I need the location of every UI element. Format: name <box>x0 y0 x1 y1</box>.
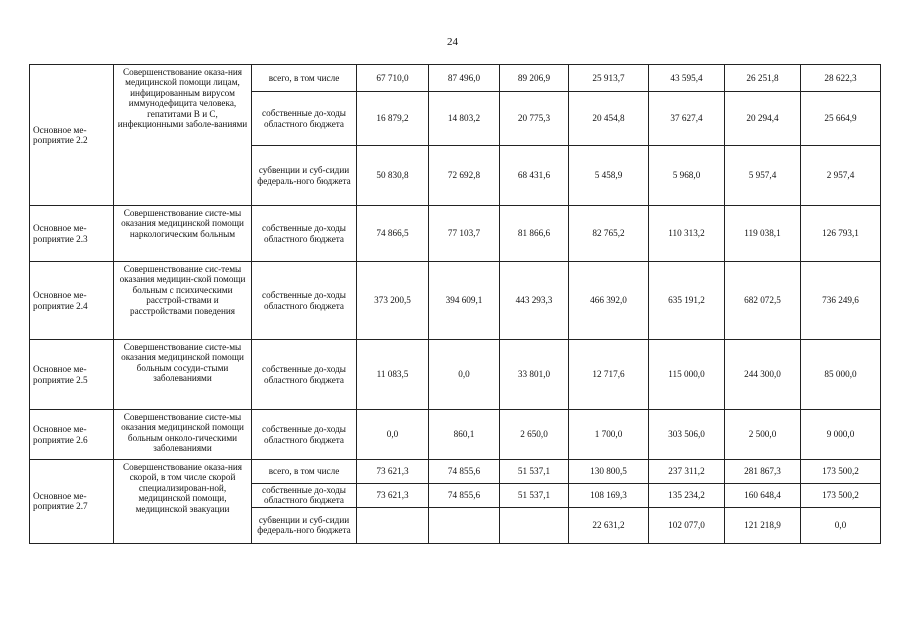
amount-cell: 11 083,5 <box>357 340 429 410</box>
measure-description: Совершенствование сис-темы оказания медицин-ской помощи больным с психическими расстрой-ствами и расстройствами поведения <box>114 262 252 340</box>
amount-cell: 25 913,7 <box>569 65 649 92</box>
measure-description: Совершенствование оказа-ния медицинской помощи лицам, инфицированным вирусом иммунодефицита человека, гепатитами В и С, инфекционными заболе-ваниями <box>114 65 252 206</box>
amount-cell: 0,0 <box>429 340 500 410</box>
amount-cell <box>357 507 429 543</box>
amount-cell: 81 866,6 <box>500 206 569 262</box>
measure-description: Совершенствование систе-мы оказания медицинской помощи больным онколо-гическими заболеваниями <box>114 410 252 460</box>
amount-cell: 43 595,4 <box>649 65 725 92</box>
amount-cell: 72 692,8 <box>429 146 500 206</box>
amount-cell <box>429 507 500 543</box>
amount-cell: 51 537,1 <box>500 460 569 484</box>
amount-cell: 74 855,6 <box>429 460 500 484</box>
amount-cell: 466 392,0 <box>569 262 649 340</box>
amount-cell: 736 249,6 <box>801 262 881 340</box>
amount-cell: 26 251,8 <box>725 65 801 92</box>
table-row <box>30 340 881 410</box>
table-row <box>30 206 881 262</box>
amount-cell: 119 038,1 <box>725 206 801 262</box>
amount-cell: 9 000,0 <box>801 410 881 460</box>
amount-cell: 173 500,2 <box>801 484 881 508</box>
funding-source: собственные до-ходы областного бюджета <box>252 206 357 262</box>
amount-cell: 0,0 <box>801 507 881 543</box>
amount-cell: 121 218,9 <box>725 507 801 543</box>
amount-cell: 50 830,8 <box>357 146 429 206</box>
amount-cell: 74 866,5 <box>357 206 429 262</box>
measure-name: Основное ме-роприятие 2.5 <box>30 340 114 410</box>
amount-cell: 67 710,0 <box>357 65 429 92</box>
amount-cell: 244 300,0 <box>725 340 801 410</box>
amount-cell: 85 000,0 <box>801 340 881 410</box>
amount-cell: 135 234,2 <box>649 484 725 508</box>
amount-cell: 2 650,0 <box>500 410 569 460</box>
amount-cell: 173 500,2 <box>801 460 881 484</box>
amount-cell: 20 454,8 <box>569 92 649 146</box>
amount-cell: 12 717,6 <box>569 340 649 410</box>
amount-cell: 87 496,0 <box>429 65 500 92</box>
amount-cell: 33 801,0 <box>500 340 569 410</box>
table-row <box>30 410 881 460</box>
amount-cell: 5 458,9 <box>569 146 649 206</box>
amount-cell: 77 103,7 <box>429 206 500 262</box>
amount-cell: 281 867,3 <box>725 460 801 484</box>
table-body <box>30 65 881 544</box>
amount-cell: 5 957,4 <box>725 146 801 206</box>
amount-cell: 303 506,0 <box>649 410 725 460</box>
amount-cell: 2 957,4 <box>801 146 881 206</box>
amount-cell: 130 800,5 <box>569 460 649 484</box>
funding-source: собственные до-ходы областного бюджета <box>252 340 357 410</box>
amount-cell <box>500 507 569 543</box>
funding-source: субвенции и суб-сидии федераль-ного бюджета <box>252 507 357 543</box>
amount-cell: 22 631,2 <box>569 507 649 543</box>
amount-cell: 74 855,6 <box>429 484 500 508</box>
amount-cell: 73 621,3 <box>357 460 429 484</box>
funding-source: всего, в том числе <box>252 460 357 484</box>
budget-table <box>29 64 881 544</box>
amount-cell: 682 072,5 <box>725 262 801 340</box>
amount-cell: 68 431,6 <box>500 146 569 206</box>
amount-cell: 237 311,2 <box>649 460 725 484</box>
amount-cell: 20 294,4 <box>725 92 801 146</box>
table-row <box>30 262 881 340</box>
amount-cell: 394 609,1 <box>429 262 500 340</box>
measure-name: Основное ме-роприятие 2.4 <box>30 262 114 340</box>
table-row <box>30 460 881 484</box>
table-row <box>30 65 881 92</box>
amount-cell: 89 206,9 <box>500 65 569 92</box>
amount-cell: 16 879,2 <box>357 92 429 146</box>
measure-description: Совершенствование систе-мы оказания медицинской помощи наркологическим больным <box>114 206 252 262</box>
funding-source: всего, в том числе <box>252 65 357 92</box>
amount-cell: 860,1 <box>429 410 500 460</box>
amount-cell: 126 793,1 <box>801 206 881 262</box>
measure-description: Совершенствование оказа-ния скорой, в том числе скорой специализирован-ной, медицинской помощи, медицинской эвакуации <box>114 460 252 544</box>
funding-source: собственные до-ходы областного бюджета <box>252 262 357 340</box>
measure-name: Основное ме-роприятие 2.3 <box>30 206 114 262</box>
amount-cell: 2 500,0 <box>725 410 801 460</box>
measure-description: Совершенствование систе-мы оказания медицинской помощи больным сосуди-стыми заболеваниями <box>114 340 252 410</box>
measure-name: Основное ме-роприятие 2.7 <box>30 460 114 544</box>
amount-cell: 160 648,4 <box>725 484 801 508</box>
amount-cell: 28 622,3 <box>801 65 881 92</box>
funding-source: субвенции и суб-сидии федераль-ного бюджета <box>252 146 357 206</box>
funding-source: собственные до-ходы областного бюджета <box>252 410 357 460</box>
amount-cell: 51 537,1 <box>500 484 569 508</box>
measure-name: Основное ме-роприятие 2.6 <box>30 410 114 460</box>
amount-cell: 5 968,0 <box>649 146 725 206</box>
amount-cell: 20 775,3 <box>500 92 569 146</box>
amount-cell: 443 293,3 <box>500 262 569 340</box>
funding-source: собственные до-ходы областного бюджета <box>252 92 357 146</box>
amount-cell: 115 000,0 <box>649 340 725 410</box>
amount-cell: 108 169,3 <box>569 484 649 508</box>
amount-cell: 73 621,3 <box>357 484 429 508</box>
page-number: 24 <box>447 36 458 48</box>
amount-cell: 37 627,4 <box>649 92 725 146</box>
amount-cell: 635 191,2 <box>649 262 725 340</box>
amount-cell: 82 765,2 <box>569 206 649 262</box>
amount-cell: 102 077,0 <box>649 507 725 543</box>
amount-cell: 373 200,5 <box>357 262 429 340</box>
amount-cell: 14 803,2 <box>429 92 500 146</box>
amount-cell: 110 313,2 <box>649 206 725 262</box>
amount-cell: 25 664,9 <box>801 92 881 146</box>
amount-cell: 0,0 <box>357 410 429 460</box>
amount-cell: 1 700,0 <box>569 410 649 460</box>
measure-name: Основное ме-роприятие 2.2 <box>30 65 114 206</box>
funding-source: собственные до-ходы областного бюджета <box>252 484 357 508</box>
